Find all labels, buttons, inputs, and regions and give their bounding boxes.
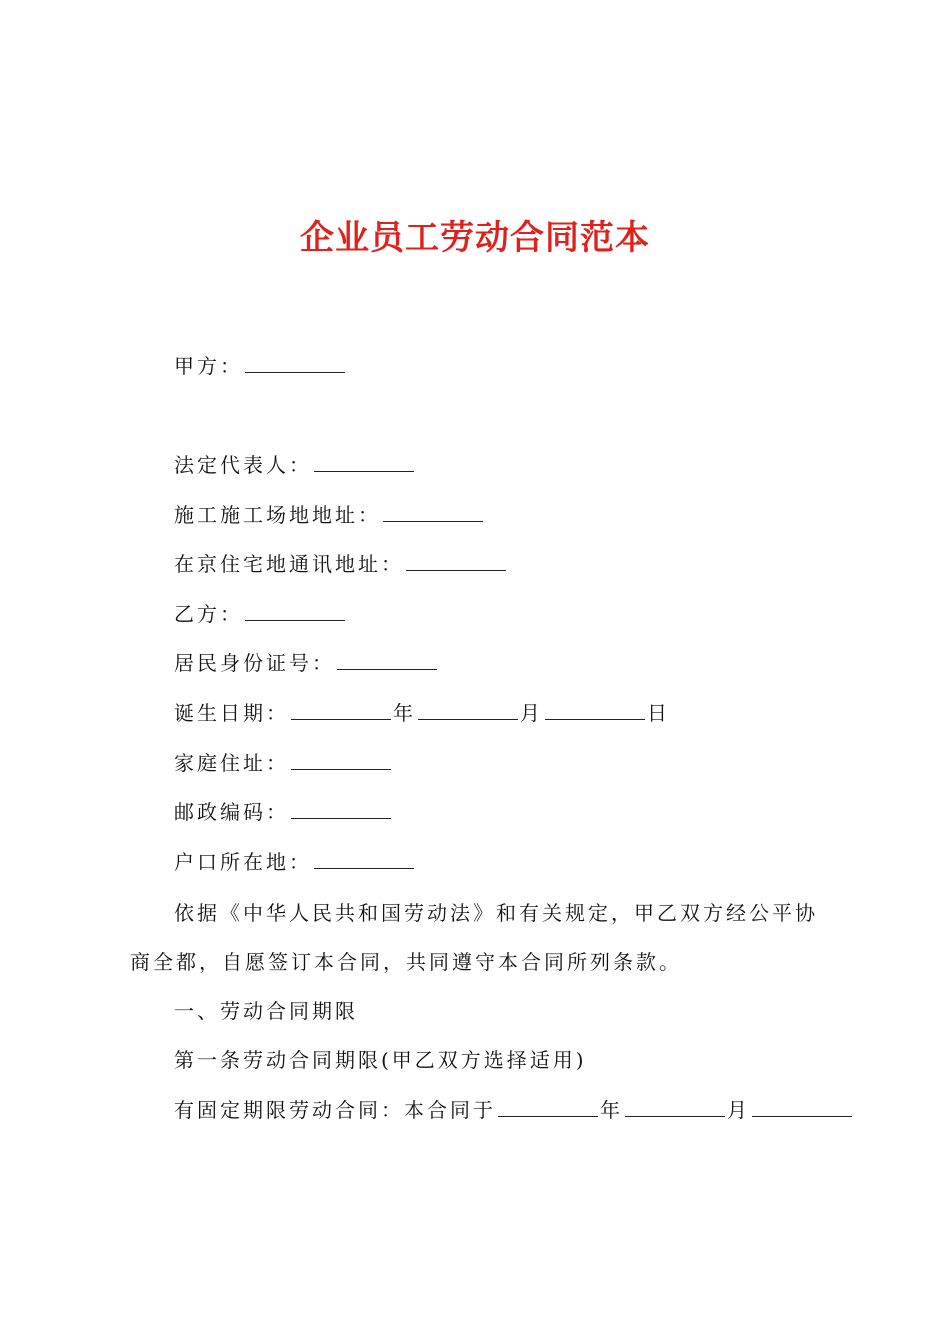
birth-day-unit: 日 <box>647 701 670 725</box>
beijing-address-blank <box>406 550 506 571</box>
legal-rep-label: 法定代表人： <box>174 453 312 477</box>
birth-month-blank <box>418 699 518 720</box>
home-address-label: 家庭住址： <box>174 751 289 775</box>
birth-date-line <box>174 699 670 727</box>
party-a-line <box>174 352 347 380</box>
article-1-heading: 第一条劳动合同期限(甲乙双方选择适用) <box>174 1048 587 1072</box>
section-1-heading: 一、劳动合同期限 <box>174 999 358 1023</box>
party-a-blank <box>245 352 345 373</box>
site-address-line <box>174 501 485 529</box>
fixed-term-year-blank <box>498 1096 598 1117</box>
id-number-line <box>174 649 439 677</box>
id-number-label: 居民身份证号： <box>174 651 335 675</box>
fixed-term-label: 有固定期限劳动合同：本合同于 <box>174 1098 496 1122</box>
hukou-blank <box>314 848 414 869</box>
hukou-label: 户口所在地： <box>174 850 312 874</box>
beijing-address-label: 在京住宅地通讯地址： <box>174 552 404 576</box>
birth-date-label: 诞生日期： <box>174 701 289 725</box>
birth-day-blank <box>545 699 645 720</box>
intro-paragraph: 依据《中华人民共和国劳动法》和有关规定，甲乙双方经公平协商全都，自愿签订本合同，共同遵守本合同所列条款。 <box>130 901 818 974</box>
fixed-term-month-blank <box>625 1096 725 1117</box>
birth-year-unit: 年 <box>393 701 416 725</box>
document-title: 企业员工劳动合同范本 <box>300 218 650 258</box>
fixed-term-line <box>174 1096 854 1124</box>
fixed-term-day-blank <box>752 1096 852 1117</box>
site-address-label: 施工施工场地地址： <box>174 503 381 527</box>
home-address-blank <box>291 749 391 770</box>
site-address-blank <box>383 501 483 522</box>
home-address-line <box>174 749 393 777</box>
legal-rep-line <box>174 451 416 479</box>
birth-month-unit: 月 <box>520 701 543 725</box>
party-b-blank <box>245 600 345 621</box>
beijing-address-line <box>174 550 508 578</box>
hukou-line <box>174 848 416 876</box>
party-b-label: 乙方： <box>174 602 243 626</box>
postcode-label: 邮政编码： <box>174 800 289 824</box>
id-number-blank <box>337 649 437 670</box>
postcode-blank <box>291 798 391 819</box>
postcode-line <box>174 798 393 826</box>
fixed-term-year-unit: 年 <box>600 1098 623 1122</box>
birth-year-blank <box>291 699 391 720</box>
legal-rep-blank <box>314 451 414 472</box>
party-a-label: 甲方： <box>174 354 243 378</box>
fixed-term-month-unit: 月 <box>727 1098 750 1122</box>
party-b-line <box>174 600 347 628</box>
